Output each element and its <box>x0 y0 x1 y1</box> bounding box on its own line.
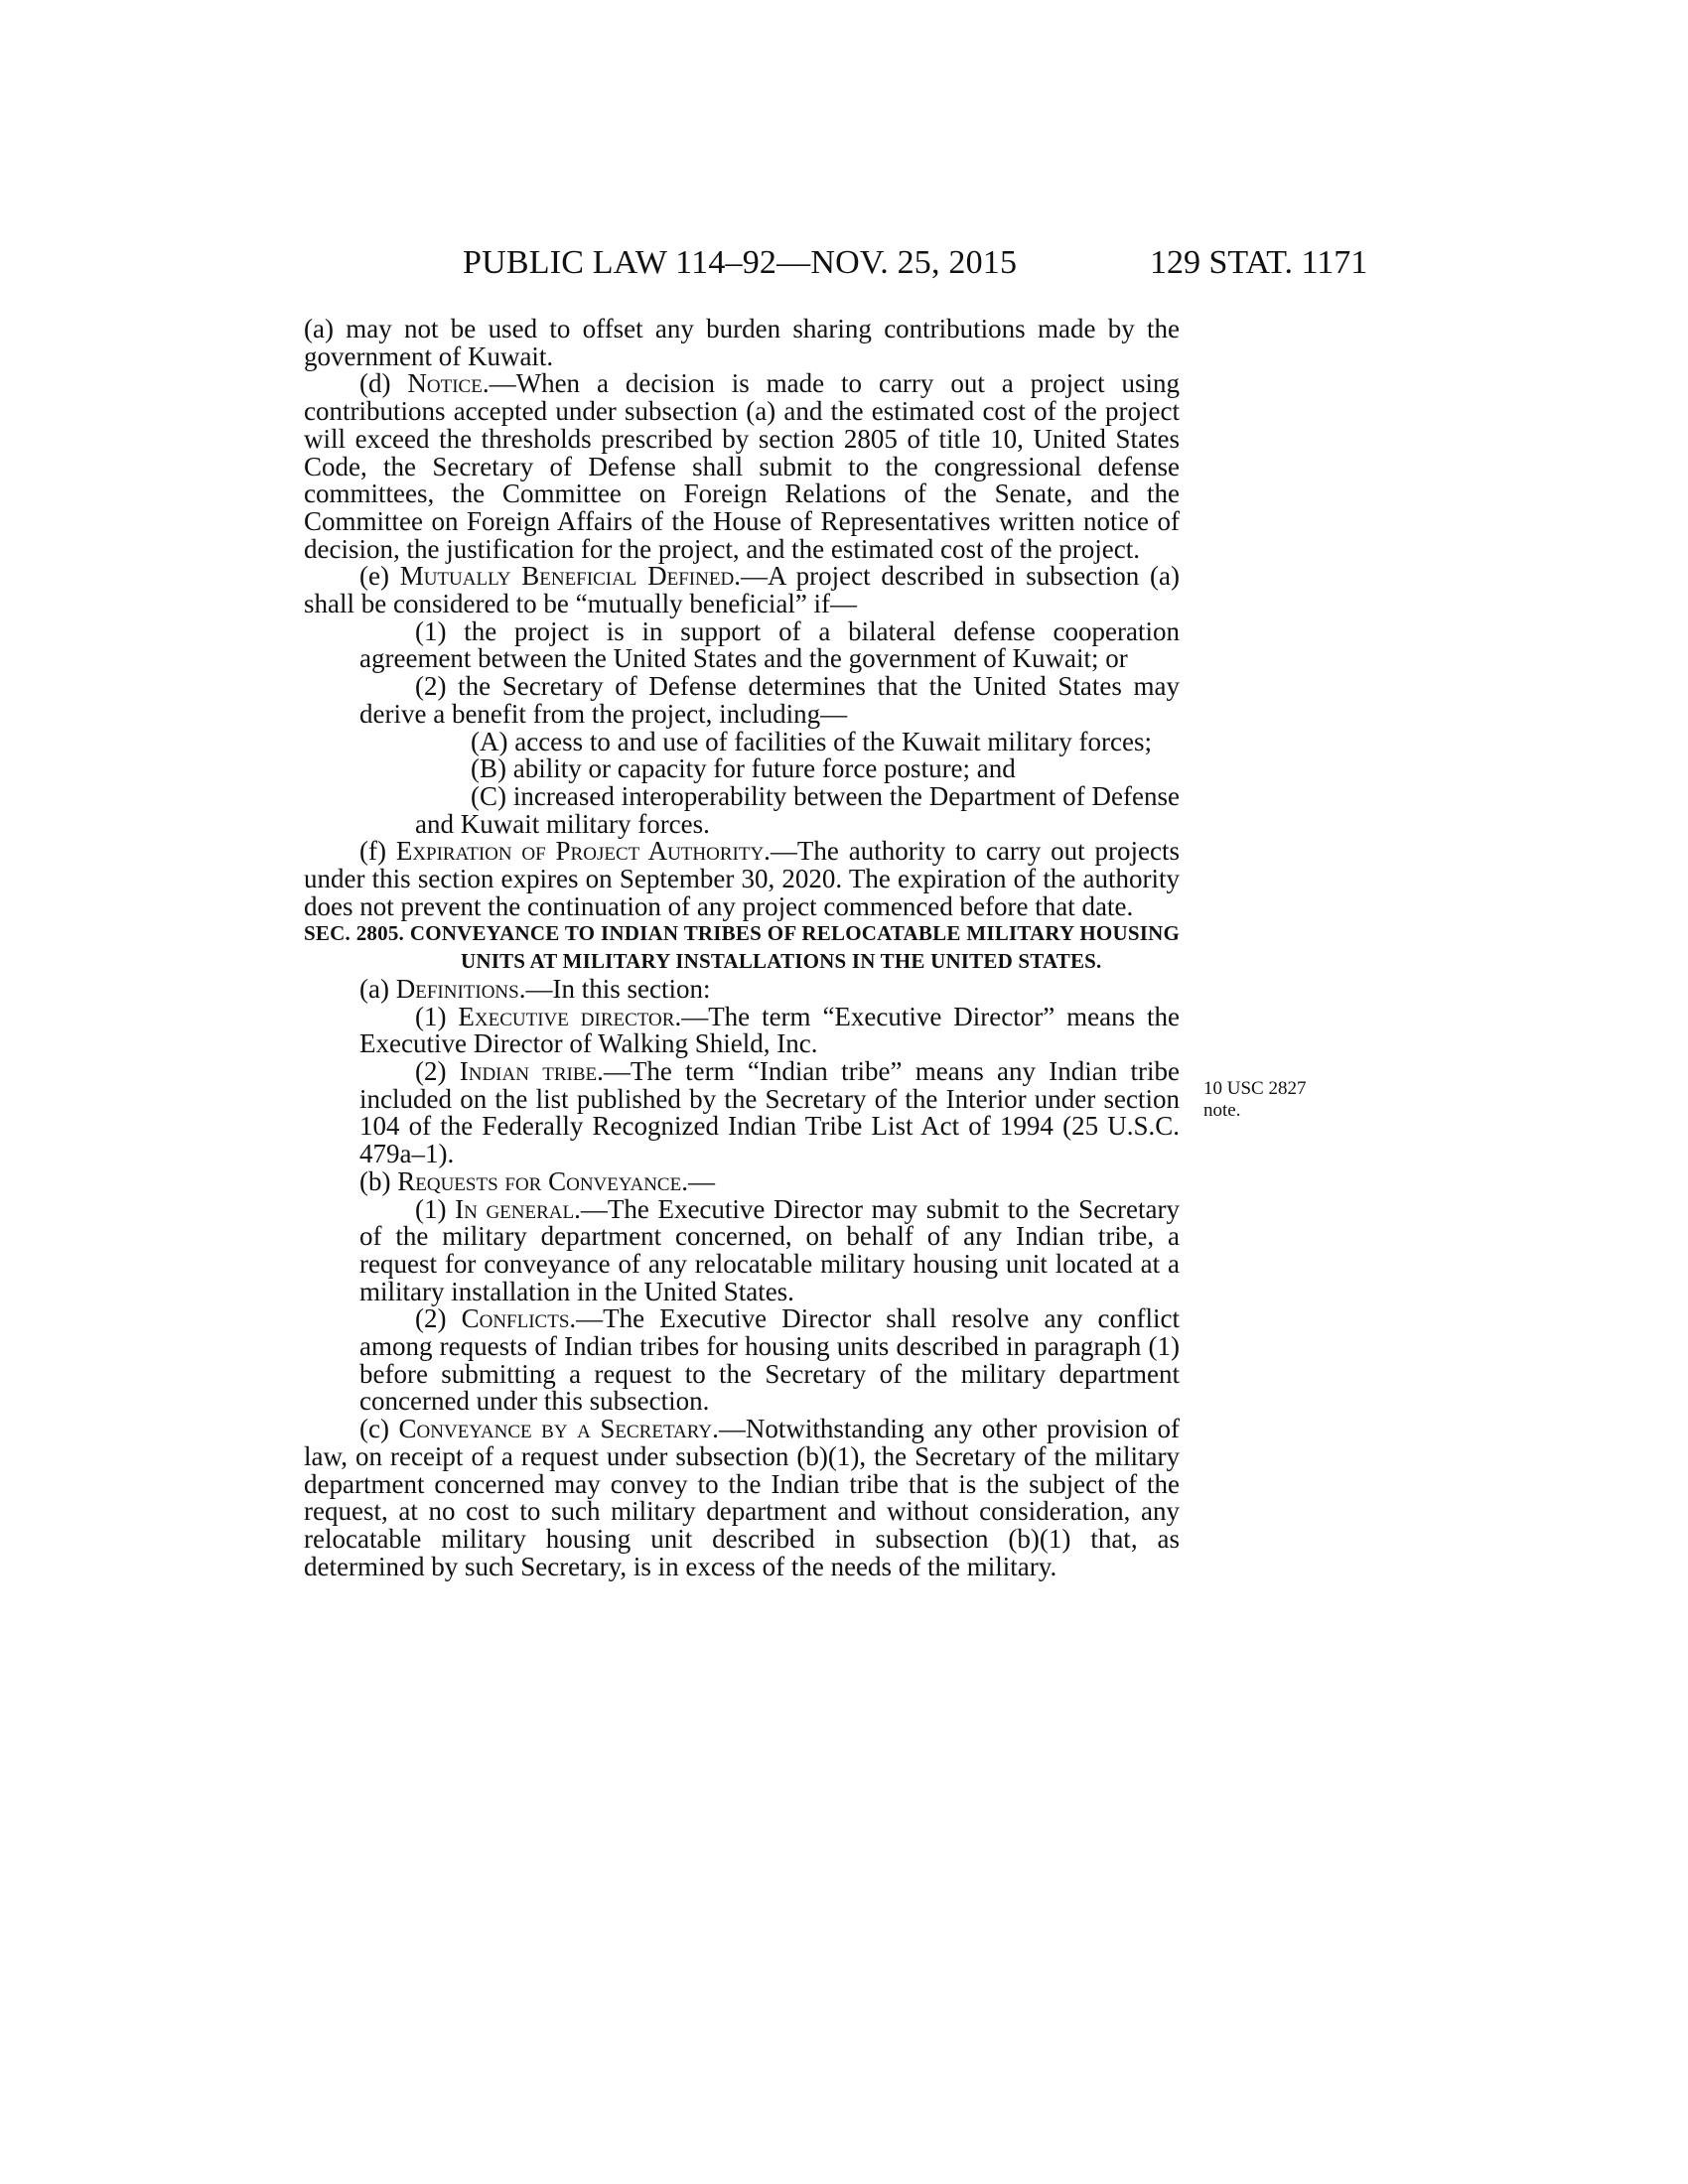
paragraph-b1-label: (1) <box>415 1193 456 1224</box>
page-header-title: PUBLIC LAW 114–92—NOV. 25, 2015 <box>463 244 1018 281</box>
paragraph-b1 <box>304 1193 1181 1306</box>
paragraph-e2: (2) the Secretary of Defense determines that the United States may derive a benefit from the project, including— <box>359 671 1180 729</box>
subsection-c-title: Conveyance by a Secretary <box>398 1414 713 1444</box>
subsection-a-label: (a) <box>359 973 396 1004</box>
paragraph-b2-text: .—The Executive Director shall resolve any conflict among requests of Indian tribes for housing units described in paragraph (1) before submitting a request to the Secretary of the military department concerned under this subsection. <box>359 1303 1181 1417</box>
margin-note-citation: 10 USC 2827 <box>1203 1078 1307 1099</box>
subsection-f <box>304 838 1180 920</box>
paragraph-a-continuation: (a) may not be used to offset any burden sharing contributions made by the government of Kuwait. <box>304 314 1180 371</box>
page-header-stat: 129 STAT. 1171 <box>1150 244 1368 281</box>
subsection-f-title: Expiration of Project Authority <box>395 836 765 867</box>
section-heading: SEC. 2805. CONVEYANCE TO INDIAN TRIBES OF RELOCATABLE MILITARY HOUSING UNITS AT MILITARY INSTALLATIONS IN THE UNITED STATES. <box>304 921 1180 974</box>
paragraph-b2-label: (2) <box>415 1303 462 1334</box>
paragraph-b1-text: .—The Executive Director may submit to the Secretary of the military department concerned, on behalf of any Indian tribe, a request for conveyance of any relocatable military housing unit located at a military installation in the United States. <box>359 1193 1181 1306</box>
subsection-c <box>304 1416 1180 1580</box>
subparagraph-eC: (C) increased interoperability between the Department of Defense and Kuwait military forces. <box>415 780 1180 839</box>
paragraph-a2-text: .—The term “Indian tribe” means any Indian tribe included on the list published by the Secretary of the Interior under section 104 of the Federally Recognized Indian Tribe List Act of 1994 (25 U.S.C. 479a–1). <box>359 1055 1180 1169</box>
paragraph-a1-text: .—The term “Executive Director” means the Executive Director of Walking Shield, Inc. <box>359 1001 1180 1059</box>
paragraph-a1 <box>304 1001 1180 1059</box>
paragraph-b2-title: Conflicts <box>461 1303 570 1334</box>
paragraph-a1-label: (1) <box>415 1001 459 1031</box>
paragraph-a2-label: (2) <box>415 1055 460 1086</box>
subsection-d <box>304 370 1180 563</box>
subsection-a-text: .—In this section: <box>518 973 711 1004</box>
margin-note-suffix: note. <box>1203 1100 1241 1121</box>
subsection-c-label: (c) <box>359 1414 399 1444</box>
subparagraph-eB: (B) ability or capacity for future force posture; and <box>471 753 1016 784</box>
subsection-e-label: (e) <box>359 561 400 592</box>
subsection-b-text: .— <box>681 1165 715 1196</box>
subsection-d-title: Notice <box>407 368 483 399</box>
paragraph-b1-title: In general <box>455 1193 575 1224</box>
subsection-b <box>304 1165 1180 1196</box>
paragraph-b2 <box>304 1305 1180 1416</box>
subsection-a <box>304 973 1180 1004</box>
paragraph-a2 <box>304 1055 1180 1169</box>
paragraph-a1-title: Executive director <box>458 1001 675 1031</box>
subsection-d-label: (d) <box>359 368 408 399</box>
subsection-d-text: .—When a decision is made to carry out a project using contributions accepted under subsection (a) and the estimated cost of the project will exceed the thresholds prescribed by section 2805 of title 10, United States Code, the Secretary of Defense shall submit to the congressional defense committees, the Committee on Foreign Relations of the Senate, and the Committee on Foreign Affairs of the House of Representatives written notice of decision, the justification for the project, and the estimated cost of the project. <box>304 368 1181 564</box>
margin-note <box>1203 1078 1342 1122</box>
subsection-e <box>304 563 1180 617</box>
subsection-f-text: .—The authority to carry out projects under this section expires on September 30, 2020. The expiration of the authority does not prevent the continuation of any project commenced before that date. <box>304 836 1180 921</box>
subsection-a-title: Definitions <box>395 973 519 1004</box>
subsection-b-label: (b) <box>359 1165 398 1196</box>
subsection-b-title: Requests for Conveyance <box>397 1165 682 1196</box>
subsection-e-title: Mutually Beneficial Defined <box>399 561 735 592</box>
body-text <box>304 316 1180 1580</box>
subsection-c-text: .—Notwithstanding any other provision of law, on receipt of a request under subsection (b)(1), the Secretary of the military department concerned may convey to the Indian tribe that is the subject of the request, at no cost to such military department and without consideration, any relocatable military housing unit described in subsection (b)(1) that, as determined by such Secretary, is in excess of the needs of the military. <box>304 1414 1180 1581</box>
paragraph-a2-title: Indian tribe <box>459 1055 598 1086</box>
subparagraph-eA: (A) access to and use of facilities of the Kuwait military forces; <box>471 726 1153 756</box>
subsection-e-text: .—A project described in subsection (a) shall be considered to be “mutually beneficial” if— <box>304 561 1180 619</box>
subsection-f-label: (f) <box>359 836 396 867</box>
paragraph-e1: (1) the project is in support of a bilateral defense cooperation agreement between the United States and the government of Kuwait; or <box>359 615 1180 674</box>
